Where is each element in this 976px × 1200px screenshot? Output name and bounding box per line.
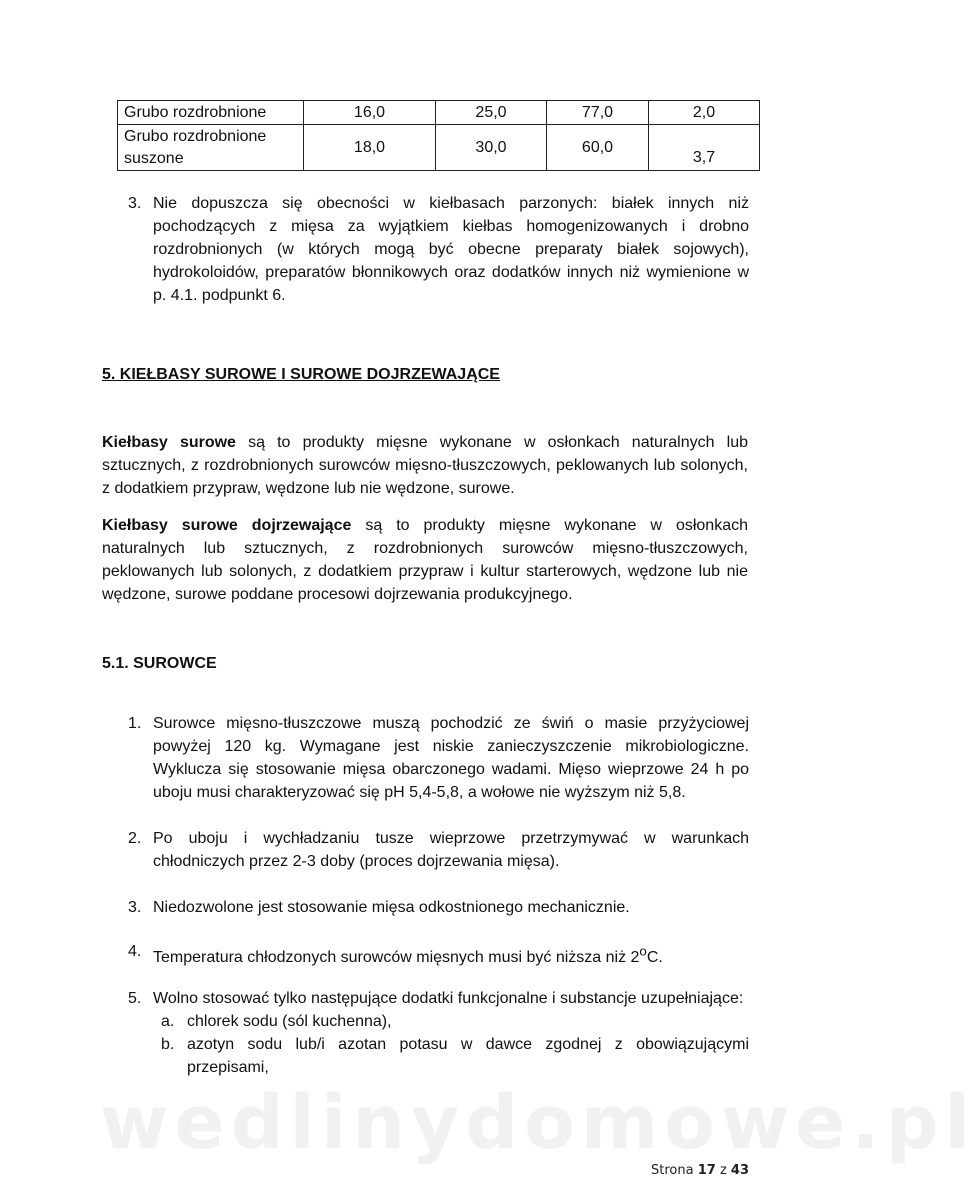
table-cell-value: 3,7: [649, 125, 760, 171]
table-cell-value: 25,0: [436, 101, 547, 125]
list-item-text-before: Temperatura chłodzonych surowców mięsnych musi być niższa niż 2: [153, 949, 640, 967]
list-item-text: [153, 944, 663, 967]
kielbasy-parzone-list: [128, 192, 749, 307]
table-cell-value: 30,0: [436, 125, 547, 171]
list-item-text: Po uboju i wychładzaniu tusze wieprzowe przetrzymywać w warunkach chłodniczych przez 2-3 doby (proces dojrzewania mięsa).: [153, 830, 749, 870]
list-item-number: 3.: [128, 195, 142, 212]
table-cell-value: 77,0: [547, 101, 649, 125]
table-cell-name-line1: Grubo rozdrobnione: [124, 127, 267, 145]
sub-list: [153, 1010, 749, 1079]
paragraph-text: są to produkty mięsne wykonane w osłonkach naturalnych lub sztucznych, z rozdrobnionych surowców mięsno-tłuszczowych, peklowanych lub solonych, z dodatkiem przypraw, wędzone lub nie wędzone, surowe.: [102, 434, 748, 497]
subsection-heading: 5.1. SUROWCE: [102, 655, 217, 672]
list-item-number: 2.: [128, 830, 142, 847]
paragraph-kielbasy-surowe: [102, 431, 748, 500]
paragraph-text: są to produkty mięsne wykonane w osłonkach naturalnych lub sztucznych, z rozdrobnionych surowców mięsno-tłuszczowych, peklowanych lub solonych, z dodatkiem przypraw i kultur starterowych, wędzone lub nie wędzone, surowe poddane procesowi dojrzewania produkcyjnego.: [102, 517, 748, 603]
surowce-list-item-5: [128, 987, 749, 1079]
table-cell-name: Grubo rozdrobnione: [118, 101, 304, 125]
list-item-text: Wolno stosować tylko następujące dodatki funkcjonalne i substancje uzupełniające:: [153, 990, 744, 1007]
list-item: [128, 896, 749, 919]
table-cell-value: 16,0: [304, 101, 436, 125]
list-item-text-after: C.: [646, 949, 663, 967]
list-item: [128, 987, 749, 1079]
surowce-list-item-2: [128, 827, 749, 873]
list-item-text: Nie dopuszcza się obecności w kiełbasach parzonych: białek innych niż pochodzących z mięsa za wyjątkiem kiełbas homogenizowanych i drobno rozdrobnionych (w których mogą być obecne preparaty białek sojowych), hydrokoloidów, preparatów błonnikowych oraz dodatków innych niż wymienione w p. 4.1. podpunkt 6.: [153, 195, 749, 304]
table-row: [118, 125, 760, 171]
surowce-list-item-1: [128, 712, 749, 804]
degree-superscript: o: [639, 944, 647, 959]
list-item-number: 4.: [128, 943, 142, 960]
table-cell-value: 18,0: [304, 125, 436, 171]
spec-table: [117, 100, 760, 171]
table-cell-value: 2,0: [649, 101, 760, 125]
table-cell-name-line2: suszone: [124, 149, 184, 167]
sub-list-item-text: chlorek sodu (sól kuchenna),: [187, 1013, 392, 1030]
sub-list-item-label: a.: [161, 1013, 175, 1030]
page-footer: [651, 1163, 749, 1178]
footer-page-total: 43: [730, 1163, 749, 1178]
sub-list-item: [153, 1010, 749, 1033]
sub-list-item-label: b.: [161, 1036, 175, 1053]
footer-page-number: 17: [697, 1163, 716, 1178]
term-bold: Kiełbasy surowe: [102, 434, 236, 451]
sub-list-item-text: azotyn sodu lub/i azotan potasu w dawce zgodnej z obowiązującymi przepisami,: [187, 1036, 749, 1076]
sub-list-item: [153, 1033, 749, 1079]
list-item: [128, 192, 749, 307]
list-item-text: Niedozwolone jest stosowanie mięsa odkostnionego mechanicznie.: [153, 899, 630, 916]
list-item: [128, 712, 749, 804]
list-item: [128, 827, 749, 873]
list-item-number: 5.: [128, 990, 142, 1007]
term-bold: Kiełbasy surowe dojrzewające: [102, 517, 352, 534]
section-heading: 5. KIEŁBASY SUROWE I SUROWE DOJRZEWAJĄCE: [102, 366, 500, 383]
surowce-list-item-3: [128, 896, 749, 919]
table-cell-value: 60,0: [547, 125, 649, 171]
list-item-text: Surowce mięsno-tłuszczowe muszą pochodzić ze świń o masie przyżyciowej powyżej 120 kg. Wymagane jest niskie zanieczyszczenie mikrobiologiczne. Wyklucza się stosowanie mięsa obarczonego wadami. Mięso wieprzowe 24 h po uboju musi charakteryzować się pH 5,4-5,8, a wołowe nie wyższym niż 5,8.: [153, 715, 749, 801]
surowce-list-item-4: [128, 940, 749, 969]
table-row: [118, 101, 760, 125]
list-item-number: 3.: [128, 899, 142, 916]
watermark: wedlinydomowe.pl: [100, 1080, 976, 1166]
footer-prefix: Strona: [651, 1163, 698, 1178]
table-cell-name: [118, 125, 304, 171]
footer-separator: z: [715, 1163, 731, 1178]
paragraph-kielbasy-dojrzewajace: [102, 514, 748, 606]
list-item: [128, 940, 749, 969]
list-item-number: 1.: [128, 715, 142, 732]
